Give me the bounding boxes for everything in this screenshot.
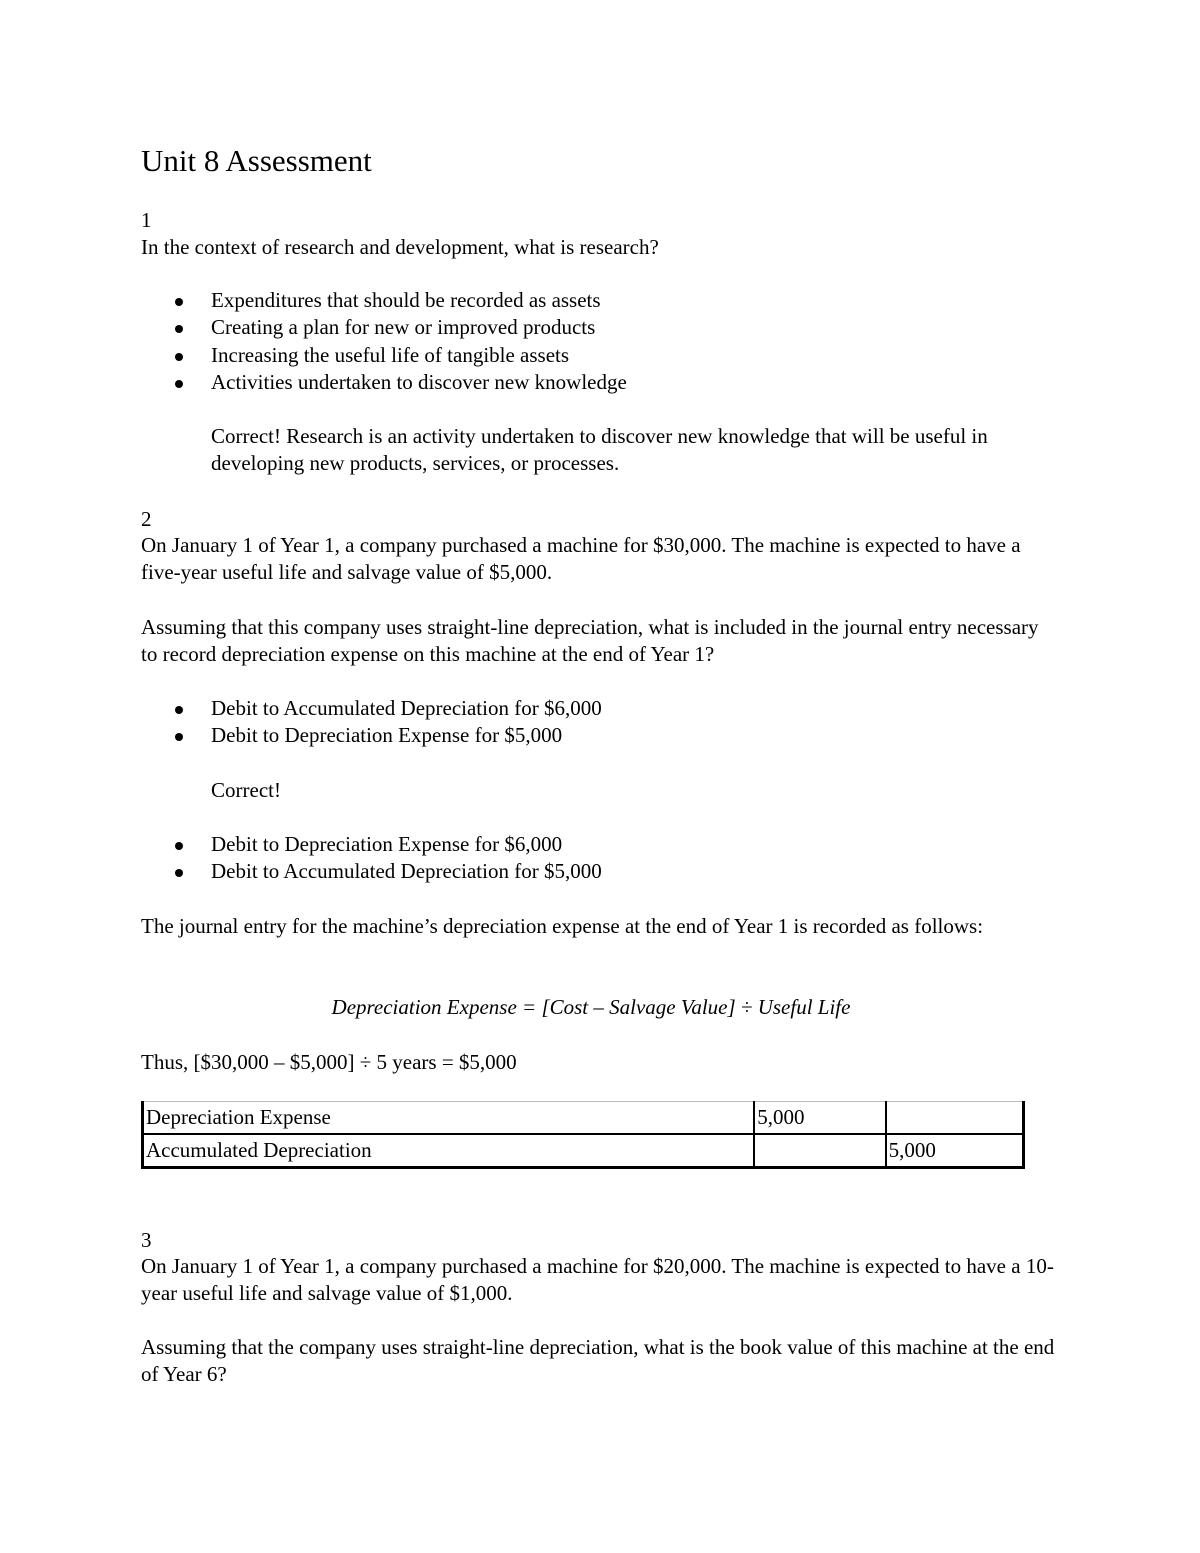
bullet-icon bbox=[175, 869, 183, 877]
question-1-option: Increasing the useful life of tangible assets bbox=[141, 342, 627, 369]
bullet-icon bbox=[175, 353, 183, 361]
question-2-text: Assuming that this company uses straight-line depreciation, what is included in the journal entry necessary to record depreciation expense on this machine at the end of Year 1? bbox=[141, 615, 1039, 666]
question-1-option: Expenditures that should be recorded as assets bbox=[141, 287, 627, 314]
question-2-stem: On January 1 of Year 1, a company purchased a machine for $30,000. The machine is expected to have a five-year useful life and salvage value of $5,000. bbox=[141, 533, 1021, 584]
question-2-explanation: The journal entry for the machine’s depreciation expense at the end of Year 1 is recorded as follows: bbox=[141, 914, 984, 938]
bullet-icon bbox=[175, 733, 183, 741]
bullet-icon bbox=[175, 706, 183, 714]
question-2-number: 2 bbox=[141, 507, 152, 531]
question-2-options-a bbox=[141, 695, 602, 750]
journal-credit: 5,000 bbox=[886, 1134, 1024, 1168]
journal-account: Depreciation Expense bbox=[143, 1102, 755, 1135]
journal-account: Accumulated Depreciation bbox=[143, 1134, 755, 1168]
question-2-option: Debit to Accumulated Depreciation for $6,000 bbox=[141, 695, 602, 722]
journal-debit: 5,000 bbox=[754, 1102, 885, 1135]
bullet-icon bbox=[175, 380, 183, 388]
table-row bbox=[143, 1102, 1024, 1135]
question-1-feedback: Correct! Research is an activity undertaken to discover new knowledge that will be useful in developing new products, services, or processes. bbox=[211, 424, 988, 475]
question-1-text: In the context of research and development, what is research? bbox=[141, 235, 659, 259]
question-3-number: 3 bbox=[141, 1228, 152, 1252]
bullet-icon bbox=[175, 842, 183, 850]
question-3-stem: On January 1 of Year 1, a company purchased a machine for $20,000. The machine is expected to have a 10-year useful life and salvage value of $1,000. bbox=[141, 1254, 1054, 1305]
journal-debit bbox=[754, 1134, 885, 1168]
table-row bbox=[143, 1134, 1024, 1168]
depreciation-calculation: Thus, [$30,000 – $5,000] ÷ 5 years = $5,000 bbox=[141, 1050, 517, 1074]
question-3-text: Assuming that the company uses straight-line depreciation, what is the book value of this machine at the end of Year 6? bbox=[141, 1335, 1055, 1386]
question-1-number: 1 bbox=[141, 208, 152, 232]
question-2-option: Debit to Depreciation Expense for $5,000 bbox=[141, 722, 602, 749]
question-1-option: Creating a plan for new or improved products bbox=[141, 314, 627, 341]
question-2-options-b bbox=[141, 831, 602, 886]
journal-entry-table bbox=[141, 1101, 1025, 1169]
bullet-icon bbox=[175, 325, 183, 333]
depreciation-formula: Depreciation Expense = [Cost – Salvage Value] ÷ Useful Life bbox=[331, 995, 851, 1019]
question-1-options bbox=[141, 287, 627, 396]
page-title: Unit 8 Assessment bbox=[141, 143, 372, 178]
question-2-feedback: Correct! bbox=[211, 778, 281, 802]
bullet-icon bbox=[175, 298, 183, 306]
question-2-option: Debit to Depreciation Expense for $6,000 bbox=[141, 831, 602, 858]
question-1-option: Activities undertaken to discover new knowledge bbox=[141, 369, 627, 396]
journal-credit bbox=[886, 1102, 1024, 1135]
question-2-option: Debit to Accumulated Depreciation for $5,000 bbox=[141, 858, 602, 885]
